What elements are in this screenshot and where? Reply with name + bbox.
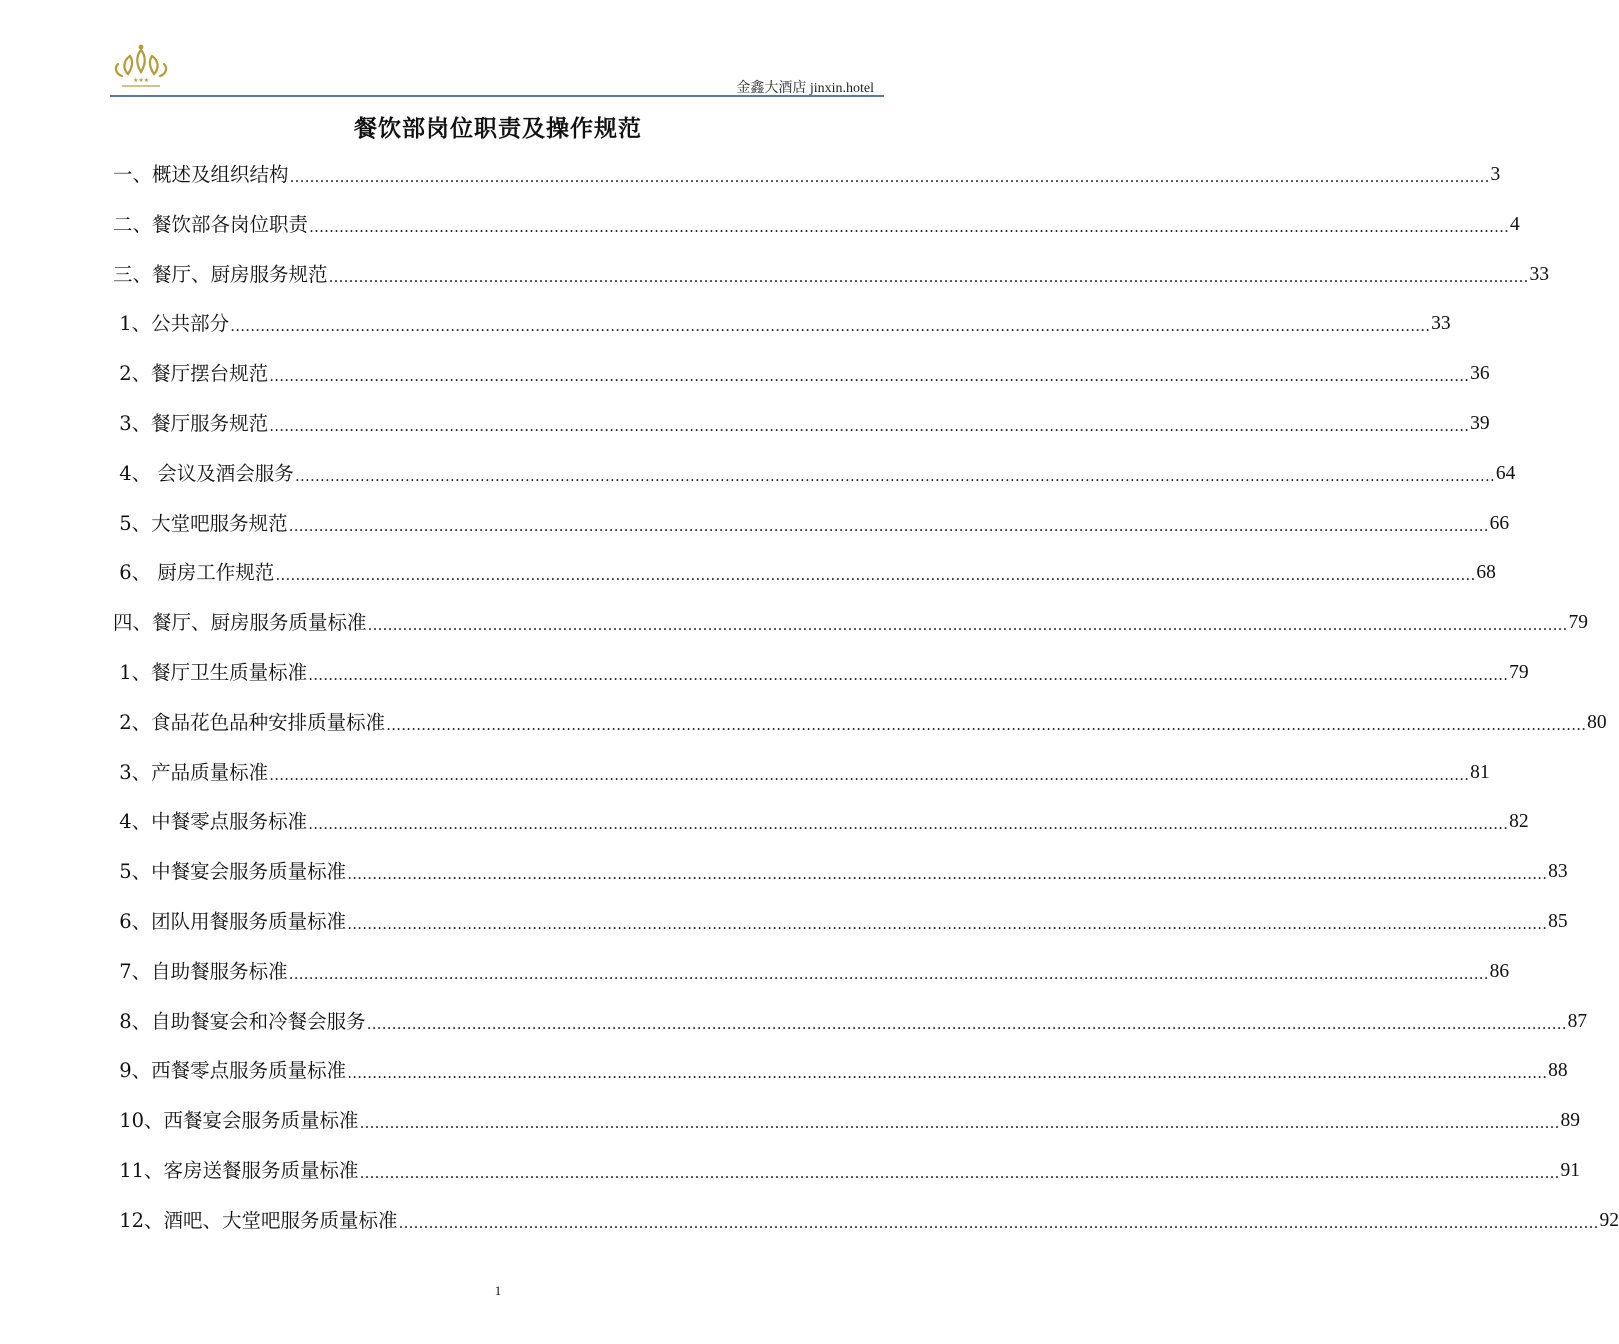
hotel-crown-logo-icon — [108, 42, 174, 92]
toc-dot-leader: …………………………………………………………………………………………………………………………………………………………………………………………………………………… — [308, 815, 1509, 834]
header-divider — [110, 95, 884, 97]
toc-dot-leader: …………………………………………………………………………………………………………………………………………………………………………………………………………………… — [347, 915, 1548, 933]
toc-entry-label: 5、中餐宴会服务质量标准 — [113, 860, 347, 884]
toc-dot-leader: …………………………………………………………………………………………………………………………………………………………………………………………………………………… — [309, 217, 1510, 236]
toc-entry-page: 64 — [1495, 462, 1516, 484]
toc-entry[interactable] — [113, 758, 1490, 788]
toc-dot-leader: …………………………………………………………………………………………………………………………………………………………………………………………………………………… — [398, 1213, 1599, 1232]
toc-entry-label: 4、中餐零点服务标准 — [113, 810, 308, 834]
toc-entry-label: 9、西餐零点服务质量标准 — [113, 1059, 347, 1083]
toc-entry-page: 80 — [1587, 711, 1607, 733]
toc-entry-page: 33 — [1529, 263, 1550, 285]
toc-entry-label: 一、概述及组织结构 — [113, 163, 289, 186]
toc-dot-leader: …………………………………………………………………………………………………………………………………………………………………………………………………………………… — [359, 1164, 1560, 1182]
toc-entry[interactable] — [113, 807, 1529, 837]
toc-entry-label: 8、自助餐宴会和冷餐会服务 — [113, 1009, 366, 1033]
toc-entry-label: 3、餐厅服务规范 — [113, 412, 269, 435]
toc-entry[interactable] — [113, 1156, 1581, 1186]
toc-entry-page: 86 — [1489, 960, 1510, 982]
toc-dot-leader: …………………………………………………………………………………………………………………………………………………………………………………………………………………… — [269, 417, 1470, 435]
toc-entry[interactable] — [113, 608, 1589, 638]
toc-entry-label: 三、餐厅、厨房服务规范 — [113, 262, 328, 286]
toc-entry[interactable] — [113, 907, 1568, 937]
toc-entry-label: 6、团队用餐服务质量标准 — [113, 910, 347, 933]
toc-entry-label: 1、餐厅卫生质量标准 — [113, 661, 308, 684]
toc-entry-label: 12、酒吧、大堂吧服务质量标准 — [113, 1208, 398, 1232]
hotel-name: 金鑫大酒店 jinxin.hotel — [736, 81, 874, 96]
toc-dot-leader: …………………………………………………………………………………………………………………………………………………………………………………………………………………… — [288, 516, 1489, 535]
toc-dot-leader: …………………………………………………………………………………………………………………………………………………………………………………………………………………… — [366, 1014, 1567, 1033]
toc-dot-leader: …………………………………………………………………………………………………………………………………………………………………………………………………………………… — [294, 466, 1495, 485]
toc-entry-page: 79 — [1509, 662, 1529, 683]
toc-dot-leader: …………………………………………………………………………………………………………………………………………………………………………………………………………………… — [289, 168, 1490, 186]
toc-entry[interactable] — [113, 309, 1451, 339]
toc-entry-page: 68 — [1476, 562, 1496, 584]
toc-dot-leader: …………………………………………………………………………………………………………………………………………………………………………………………………………………… — [230, 317, 1431, 336]
toc-entry[interactable] — [113, 359, 1490, 389]
toc-entry[interactable] — [113, 857, 1568, 887]
toc-entry-page: 3 — [1490, 164, 1501, 185]
page-number: 1 — [494, 1283, 502, 1298]
toc-dot-leader: …………………………………………………………………………………………………………………………………………………………………………………………………………………… — [308, 666, 1509, 684]
toc-entry-label: 7、自助餐服务标准 — [113, 959, 288, 983]
toc-entry[interactable] — [113, 509, 1510, 539]
toc-entry-page: 85 — [1548, 911, 1568, 932]
toc-entry-page: 88 — [1548, 1060, 1568, 1082]
toc-entry[interactable] — [113, 708, 1607, 738]
toc-entry-label: 4、 会议及酒会服务 — [113, 461, 294, 485]
toc-entry-page: 66 — [1489, 512, 1510, 534]
page-title: 餐饮部岗位职责及操作规范 — [354, 116, 642, 142]
toc-entry-label: 3、产品质量标准 — [113, 760, 269, 784]
toc-dot-leader: …………………………………………………………………………………………………………………………………………………………………………………………………………………… — [386, 715, 1587, 734]
toc-entry-page: 39 — [1470, 413, 1490, 434]
toc-entry-label: 二、餐饮部各岗位职责 — [113, 212, 309, 236]
toc-entry-label: 2、餐厅摆台规范 — [113, 362, 269, 386]
toc-entry-page: 82 — [1509, 811, 1529, 833]
toc-entry-page: 4 — [1510, 213, 1520, 235]
toc-entry[interactable] — [113, 558, 1496, 588]
toc-entry-label: 5、大堂吧服务规范 — [113, 511, 288, 535]
toc-dot-leader: …………………………………………………………………………………………………………………………………………………………………………………………………………………… — [347, 865, 1548, 884]
toc-dot-leader: …………………………………………………………………………………………………………………………………………………………………………………………………………………… — [367, 616, 1568, 635]
toc-entry-label: 2、食品花色品种安排质量标准 — [113, 710, 386, 734]
toc-entry-label: 10、西餐宴会服务质量标准 — [113, 1109, 359, 1133]
toc-entry-page: 91 — [1560, 1160, 1581, 1181]
toc-entry[interactable] — [113, 210, 1520, 240]
toc-entry[interactable] — [113, 160, 1501, 190]
toc-dot-leader: …………………………………………………………………………………………………………………………………………………………………………………………………………………… — [347, 1064, 1548, 1083]
toc-entry[interactable] — [113, 658, 1529, 688]
toc-entry-label: 6、 厨房工作规范 — [113, 561, 275, 585]
toc-dot-leader: …………………………………………………………………………………………………………………………………………………………………………………………………………………… — [269, 765, 1470, 784]
toc-entry-page: 36 — [1470, 363, 1490, 385]
toc-entry-label: 11、客房送餐服务质量标准 — [113, 1159, 359, 1182]
toc-entry[interactable] — [113, 459, 1516, 489]
toc-entry-label: 1、公共部分 — [113, 312, 230, 336]
toc-entry[interactable] — [113, 1106, 1581, 1136]
toc-entry-page: 83 — [1548, 861, 1568, 883]
toc-entry-page: 81 — [1470, 761, 1490, 783]
toc-entry[interactable] — [113, 409, 1490, 439]
toc-entry[interactable] — [113, 1206, 1619, 1236]
toc-entry[interactable] — [113, 1056, 1568, 1086]
toc-dot-leader: …………………………………………………………………………………………………………………………………………………………………………………………………………………… — [328, 267, 1529, 286]
svg-text:★★★: ★★★ — [133, 77, 150, 84]
toc-entry-label: 四、餐厅、厨房服务质量标准 — [113, 611, 367, 635]
toc-entry-page: 87 — [1567, 1010, 1588, 1032]
toc-entry[interactable] — [113, 957, 1510, 987]
toc-entry-page: 33 — [1431, 313, 1451, 335]
toc-entry[interactable] — [113, 260, 1550, 290]
toc-entry-page: 79 — [1568, 612, 1589, 634]
toc-entry-page: 92 — [1599, 1209, 1619, 1231]
toc-dot-leader: …………………………………………………………………………………………………………………………………………………………………………………………………………………… — [269, 367, 1470, 386]
toc-dot-leader: …………………………………………………………………………………………………………………………………………………………………………………………………………………… — [275, 566, 1476, 585]
toc-entry[interactable] — [113, 1007, 1588, 1037]
toc-entry-page: 89 — [1560, 1110, 1581, 1132]
toc-dot-leader: …………………………………………………………………………………………………………………………………………………………………………………………………………………… — [288, 964, 1489, 983]
toc-dot-leader: …………………………………………………………………………………………………………………………………………………………………………………………………………………… — [359, 1114, 1560, 1133]
